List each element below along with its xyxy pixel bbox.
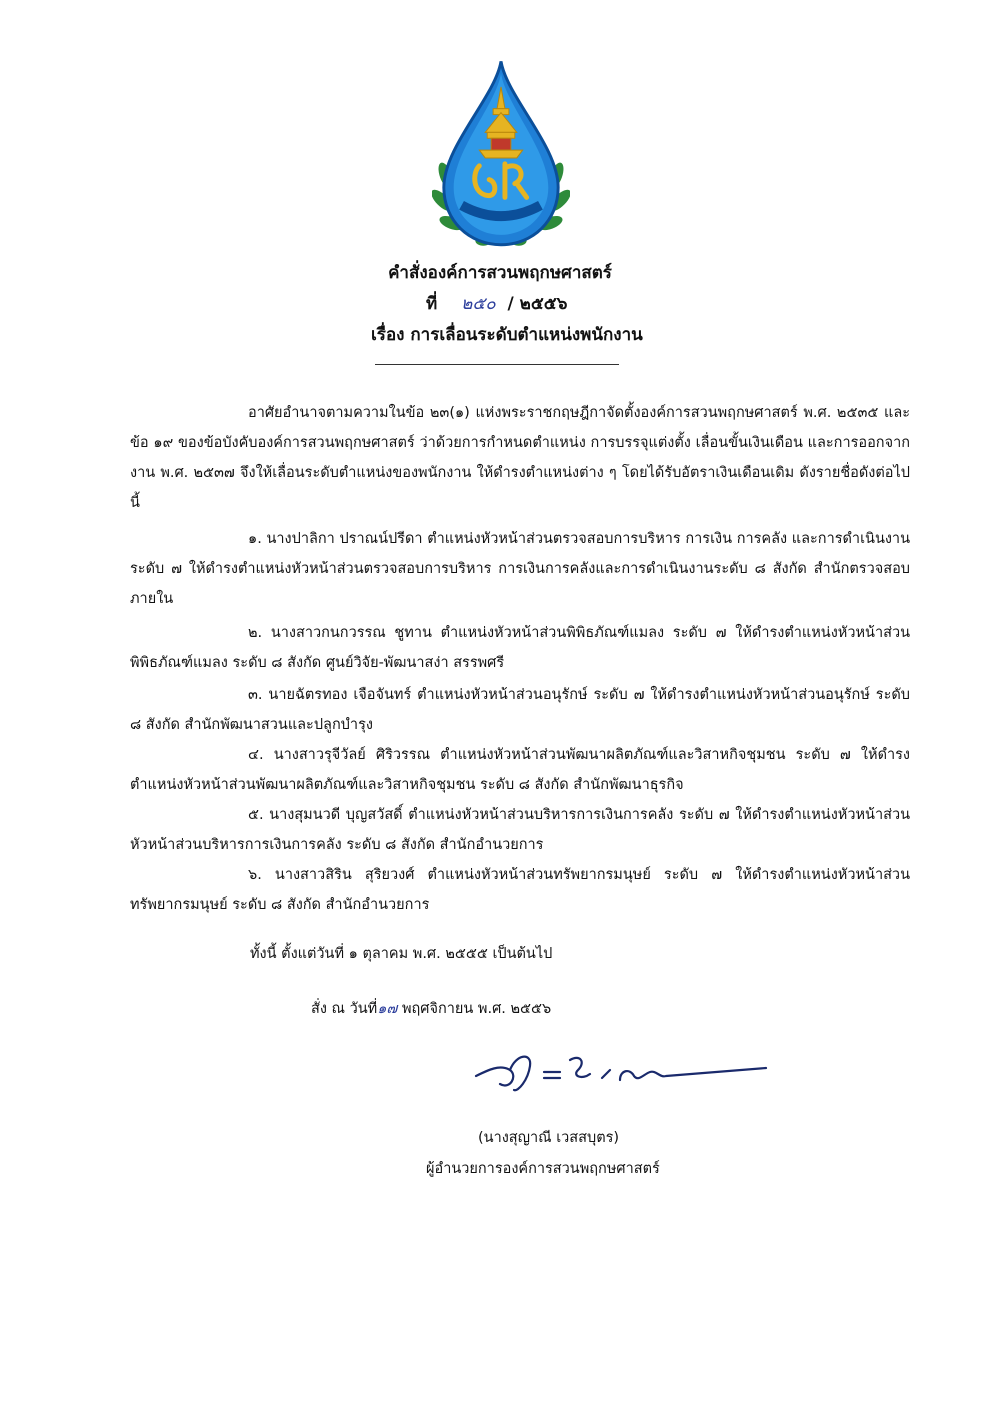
- signing-date-prefix: สั่ง ณ วันที่: [311, 1001, 378, 1017]
- signing-date-suffix: พฤศจิกายน พ.ศ. ๒๕๕๖: [401, 1001, 552, 1017]
- signing-date: [311, 997, 551, 1020]
- handwritten-signature: [470, 1040, 770, 1100]
- signing-day-handwritten: ๑๗: [377, 1001, 398, 1017]
- subject-text: การเลื่อนระดับตำแหน่งพนักงาน: [410, 325, 643, 345]
- organization-logo: [432, 56, 570, 256]
- botanical-garden-emblem-icon: [432, 56, 570, 256]
- subject-label: เรื่อง: [371, 325, 405, 345]
- order-number-label: ที่: [426, 294, 438, 314]
- signature-icon: [470, 1040, 770, 1100]
- signatory-name: (นางสุญาณี เวสสบุตร): [478, 1130, 620, 1146]
- header-divider: [375, 364, 619, 365]
- signatory-position: ผู้อำนวยการองค์การสวนพฤกษศาสตร์: [426, 1161, 660, 1177]
- list-item: ๖. นางสาวสิริน สุริยวงศ์ ตำแหน่งหัวหน้าส่วนทรัพยากรมนุษย์ ระดับ ๗ ให้ดำรงตำแหน่งหัวหน้าส่วนทรัพยากรมนุษย์ ระดับ ๘ สังกัด สำนักอำนวยการ: [130, 867, 910, 913]
- effective-date: ทั้งนี้ ตั้งแต่วันที่ ๑ ตุลาคม พ.ศ. ๒๕๕๕ เป็นต้นไป: [250, 946, 553, 962]
- order-number-year: / ๒๕๕๖: [507, 294, 568, 314]
- order-subject: [371, 321, 643, 348]
- order-title: คำสั่งองค์การสวนพฤกษศาสตร์: [388, 263, 612, 283]
- intro-paragraph: อาศัยอำนาจตามความในข้อ ๒๓(๑) แห่งพระราชกฤษฎีกาจัดตั้งองค์การสวนพฤกษศาสตร์ พ.ศ. ๒๕๓๕ และข้อ ๑๙ ของข้อบังคับองค์การสวนพฤกษศาสตร์ ว่าด้วยการกำหนดตำแหน่ง การบรรจุแต่งตั้ง เลื่อนขั้นเงินเดือน และการออกจากงาน พ.ศ. ๒๕๓๗ จึงให้เลื่อนระดับตำแหน่งของพนักงาน ให้ดำรงตำแหน่งต่าง ๆ โดยได้รับอัตราเงินเดือนเดิม ดังรายชื่อดังต่อไปนี้: [130, 405, 910, 511]
- list-item: ๒. นางสาวกนกวรรณ ชูทาน ตำแหน่งหัวหน้าส่วนพิพิธภัณฑ์แมลง ระดับ ๗ ให้ดำรงตำแหน่งหัวหน้าส่วนพิพิธภัณฑ์แมลง ระดับ ๘ สังกัด ศูนย์วิจัย-พัฒนาสง่า สรรพศรี: [130, 625, 910, 671]
- list-item: ๔. นางสาวรุจีวัลย์ ศิริวรรณ ตำแหน่งหัวหน้าส่วนพัฒนาผลิตภัณฑ์และวิสาหกิจชุมชน ระดับ ๗ ให้ดำรงตำแหน่งหัวหน้าส่วนพัฒนาผลิตภัณฑ์และวิสาหกิจชุมชน ระดับ ๘ สังกัด สำนักพัฒนาธุรกิจ: [130, 747, 910, 793]
- order-number-handwritten: ๒๕๐: [461, 294, 496, 314]
- list-item: ๕. นางสุมนวดี บุญสวัสดิ์ ตำแหน่งหัวหน้าส่วนบริหารการเงินการคลัง ระดับ ๗ ให้ดำรงตำแหน่งหัวหน้าส่วนหัวหน้าส่วนบริหารการเงินการคลัง ระดับ ๘ สังกัด สำนักอำนวยการ: [130, 807, 910, 853]
- list-item: ๓. นายฉัตรทอง เจือจันทร์ ตำแหน่งหัวหน้าส่วนอนุรักษ์ ระดับ ๗ ให้ดำรงตำแหน่งหัวหน้าส่วนอนุรักษ์ ระดับ ๘ สังกัด สำนักพัฒนาสวนและปลูกบำรุง: [130, 687, 910, 733]
- list-item: ๑. นางปาลิกา ปราณน์ปรีดา ตำแหน่งหัวหน้าส่วนตรวจสอบการบริหาร การเงิน การคลัง และการดำเนินงาน ระดับ ๗ ให้ดำรงตำแหน่งหัวหน้าส่วนตรวจสอบการบริหาร การเงินการคลังและการดำเนินงานระดับ ๘ สังกัด สำนักตรวจสอบภายใน: [130, 531, 910, 607]
- order-number: [426, 290, 567, 317]
